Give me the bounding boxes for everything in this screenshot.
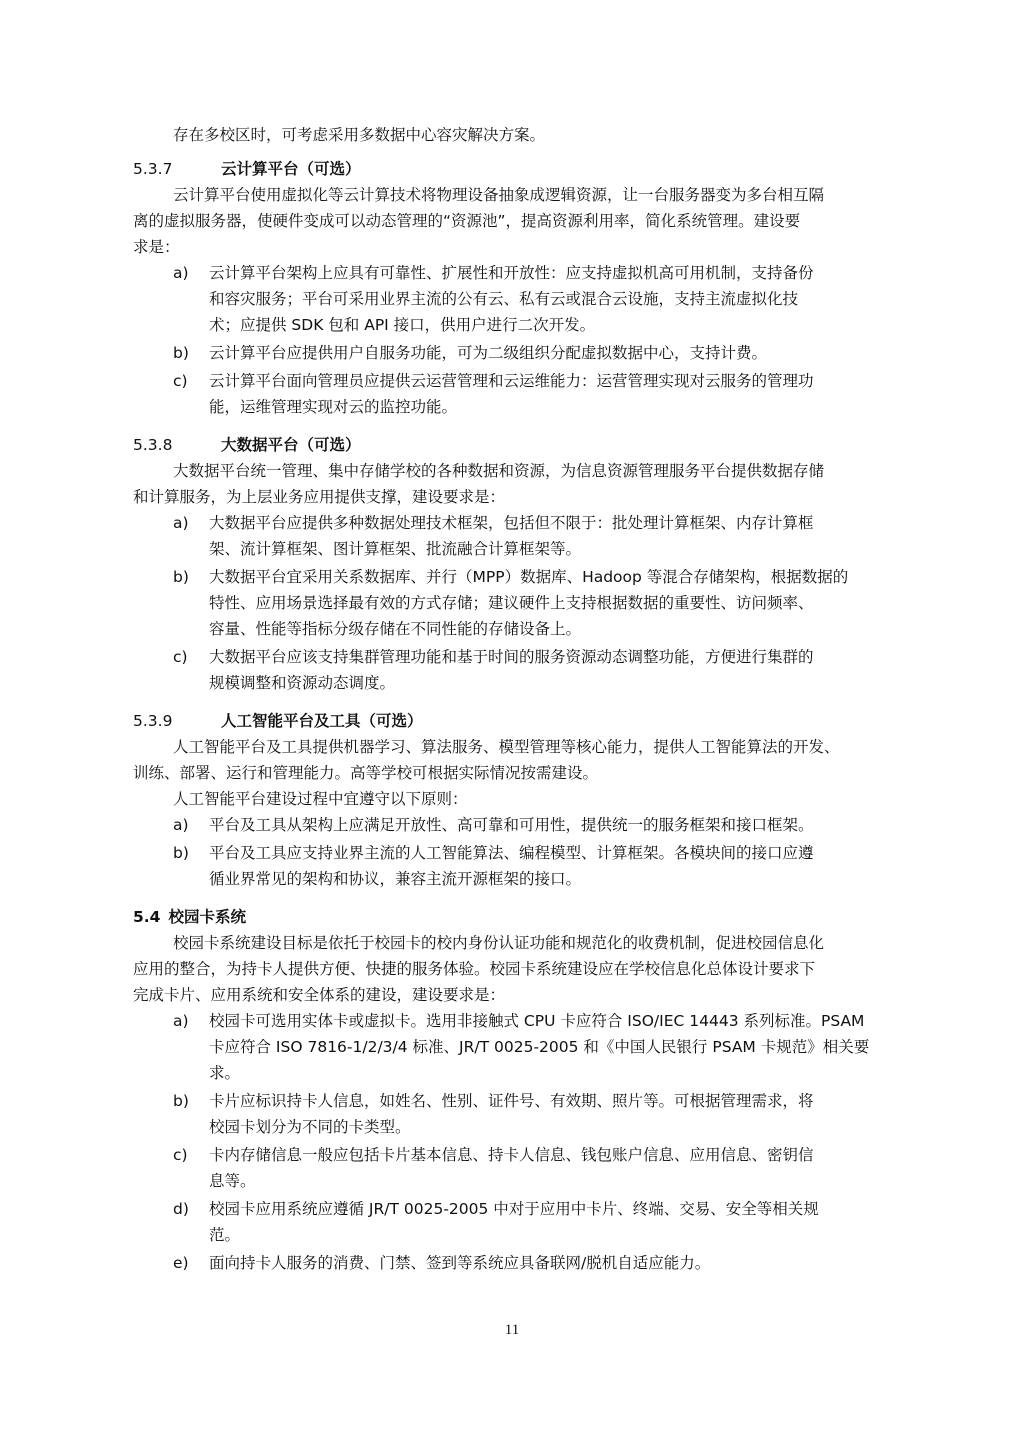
list-item-letter: a) bbox=[173, 1012, 189, 1030]
list-item-line: 循业界常见的架构和协议，兼容主流开源框架的接口。 bbox=[209, 870, 582, 888]
list-item-line: 术；应提供 SDK 包和 API 接口，供用户进行二次开发。 bbox=[209, 316, 596, 334]
list-item-line: 和容灾服务；平台可采用业界主流的公有云、私有云或混合云设施，支持主流虚拟化技 bbox=[209, 290, 799, 308]
list-item-letter: e) bbox=[173, 1254, 189, 1272]
list-item-line: 范。 bbox=[209, 1226, 241, 1244]
list-item bbox=[133, 812, 929, 838]
list-item-line: 能，运维管理实现对云的监控功能。 bbox=[209, 398, 458, 416]
list-item-line: 云计算平台应提供用户自服务功能，可为二级组织分配虚拟数据中心，支持计费。 bbox=[209, 344, 768, 362]
section-heading-5-3-7 bbox=[133, 156, 929, 182]
page-content bbox=[133, 122, 929, 1278]
section-heading-5-3-9 bbox=[133, 708, 929, 734]
list-item bbox=[133, 840, 929, 892]
intro-line: 校园卡系统建设目标是依托于校园卡的校内身份认证功能和规范化的收费机制，促进校园信息化 bbox=[173, 934, 825, 952]
section-intro-5-3-8 bbox=[133, 458, 929, 510]
intro-line: 人工智能平台及工具提供机器学习、算法服务、模型管理等核心能力，提供人工智能算法的开发、 bbox=[173, 738, 840, 756]
list-item-line: 特性、应用场景选择最有效的方式存储；建议硬件上支持根据数据的重要性、访问频率、 bbox=[209, 594, 814, 612]
list-item-letter: c) bbox=[173, 648, 188, 666]
intro-line: 和计算服务，为上层业务应用提供支撑，建设要求是： bbox=[133, 488, 506, 506]
list-item bbox=[133, 340, 929, 366]
list-item-line: 云计算平台面向管理员应提供云运营管理和云运维能力：运营管理实现对云服务的管理功 bbox=[209, 372, 814, 390]
list-item-line: 大数据平台应该支持集群管理功能和基于时间的服务资源动态调整功能，方便进行集群的 bbox=[209, 648, 814, 666]
section-heading-5-3-8 bbox=[133, 432, 929, 458]
list-5-3-8 bbox=[133, 510, 929, 696]
section-title: 校园卡系统 bbox=[168, 908, 246, 926]
list-5-3-9 bbox=[133, 812, 929, 892]
list-item-line: 架、流计算框架、图计算框架、批流融合计算框架等。 bbox=[209, 540, 582, 558]
intro-line: 应用的整合，为持卡人提供方便、快捷的服务体验。校园卡系统建设应在学校信息化总体设计要求下 bbox=[133, 960, 816, 978]
list-item bbox=[133, 1142, 929, 1194]
intro-line: 完成卡片、应用系统和安全体系的建设，建设要求是： bbox=[133, 986, 506, 1004]
paragraph-continuation: 存在多校区时，可考虑采用多数据中心容灾解决方案。 bbox=[173, 126, 546, 144]
section-title: 大数据平台（可选） bbox=[221, 436, 361, 454]
list-item bbox=[133, 644, 929, 696]
list-item-line: 容量、性能等指标分级存储在不同性能的存储设备上。 bbox=[209, 620, 582, 638]
list-item-letter: d) bbox=[173, 1200, 189, 1218]
list-item-letter: b) bbox=[173, 844, 189, 862]
list-item bbox=[133, 1250, 929, 1276]
intro-line: 训练、部署、运行和管理能力。高等学校可根据实际情况按需建设。 bbox=[133, 764, 599, 782]
list-item bbox=[133, 1088, 929, 1140]
list-item bbox=[133, 510, 929, 562]
list-item bbox=[133, 1008, 929, 1086]
list-item bbox=[133, 368, 929, 420]
list-item-letter: c) bbox=[173, 372, 188, 390]
section-number: 5.4 bbox=[133, 908, 161, 926]
list-item-letter: a) bbox=[173, 514, 189, 532]
list-item-line: 云计算平台架构上应具有可靠性、扩展性和开放性：应支持虚拟机高可用机制，支持备份 bbox=[209, 264, 814, 282]
list-item-line: 大数据平台宜采用关系数据库、并行（MPP）数据库、Hadoop 等混合存储架构，根据数据的 bbox=[209, 568, 849, 586]
list-item-line: 息等。 bbox=[209, 1172, 256, 1190]
list-item-line: 卡片应标识持卡人信息，如姓名、性别、证件号、有效期、照片等。可根据管理需求，将 bbox=[209, 1092, 814, 1110]
list-item-letter: b) bbox=[173, 568, 189, 586]
list-item-letter: a) bbox=[173, 264, 189, 282]
intro-line: 离的虚拟服务器，使硬件变成可以动态管理的“资源池”，提高资源利用率，简化系统管理。建设要 bbox=[133, 212, 801, 230]
list-item-line: 卡应符合 ISO 7816-1/2/3/4 标准、JR/T 0025-2005 和《中国人民银行 PSAM 卡规范》相关要 bbox=[209, 1038, 870, 1056]
section-heading-5-4 bbox=[133, 904, 929, 930]
list-item-letter: c) bbox=[173, 1146, 188, 1164]
list-item-line: 卡内存储信息一般应包括卡片基本信息、持卡人信息、钱包账户信息、应用信息、密钥信 bbox=[209, 1146, 814, 1164]
section-intro-5-4 bbox=[133, 930, 929, 1008]
section-title: 云计算平台（可选） bbox=[221, 160, 361, 178]
list-item-line: 求。 bbox=[209, 1064, 241, 1082]
list-item bbox=[133, 260, 929, 338]
intro-line: 求是： bbox=[133, 238, 180, 256]
section-number: 5.3.7 bbox=[133, 160, 173, 178]
list-item-line: 规模调整和资源动态调度。 bbox=[209, 674, 396, 692]
page-number: 11 bbox=[504, 1322, 520, 1338]
intro-line: 人工智能平台建设过程中宜遵守以下原则： bbox=[173, 790, 468, 808]
intro-line: 大数据平台统一管理、集中存储学校的各种数据和资源，为信息资源管理服务平台提供数据存储 bbox=[173, 462, 825, 480]
list-5-4 bbox=[133, 1008, 929, 1276]
list-item-line: 平台及工具应支持业界主流的人工智能算法、编程模型、计算框架。各模块间的接口应遵 bbox=[209, 844, 814, 862]
section-title: 人工智能平台及工具（可选） bbox=[221, 712, 423, 730]
section-intro-5-3-9 bbox=[133, 734, 929, 812]
list-item-line: 校园卡划分为不同的卡类型。 bbox=[209, 1118, 411, 1136]
list-item-line: 大数据平台应提供多种数据处理技术框架，包括但不限于：批处理计算框架、内存计算框 bbox=[209, 514, 814, 532]
list-item-line: 面向持卡人服务的消费、门禁、签到等系统应具备联网/脱机自适应能力。 bbox=[209, 1254, 711, 1272]
section-number: 5.3.9 bbox=[133, 712, 173, 730]
list-item-line: 校园卡可选用实体卡或虚拟卡。选用非接触式 CPU 卡应符合 ISO/IEC 14443 系列标准。PSAM bbox=[209, 1012, 865, 1030]
intro-line: 云计算平台使用虚拟化等云计算技术将物理设备抽象成逻辑资源，让一台服务器变为多台相互隔 bbox=[173, 186, 825, 204]
list-item bbox=[133, 564, 929, 642]
section-intro-5-3-7 bbox=[133, 182, 929, 260]
list-item bbox=[133, 1196, 929, 1248]
list-item-line: 平台及工具从架构上应满足开放性、高可靠和可用性，提供统一的服务框架和接口框架。 bbox=[209, 816, 814, 834]
list-5-3-7 bbox=[133, 260, 929, 420]
list-item-line: 校园卡应用系统应遵循 JR/T 0025-2005 中对于应用中卡片、终端、交易、安全等相关规 bbox=[209, 1200, 819, 1218]
section-number: 5.3.8 bbox=[133, 436, 173, 454]
list-item-letter: b) bbox=[173, 344, 189, 362]
list-item-letter: a) bbox=[173, 816, 189, 834]
list-item-letter: b) bbox=[173, 1092, 189, 1110]
